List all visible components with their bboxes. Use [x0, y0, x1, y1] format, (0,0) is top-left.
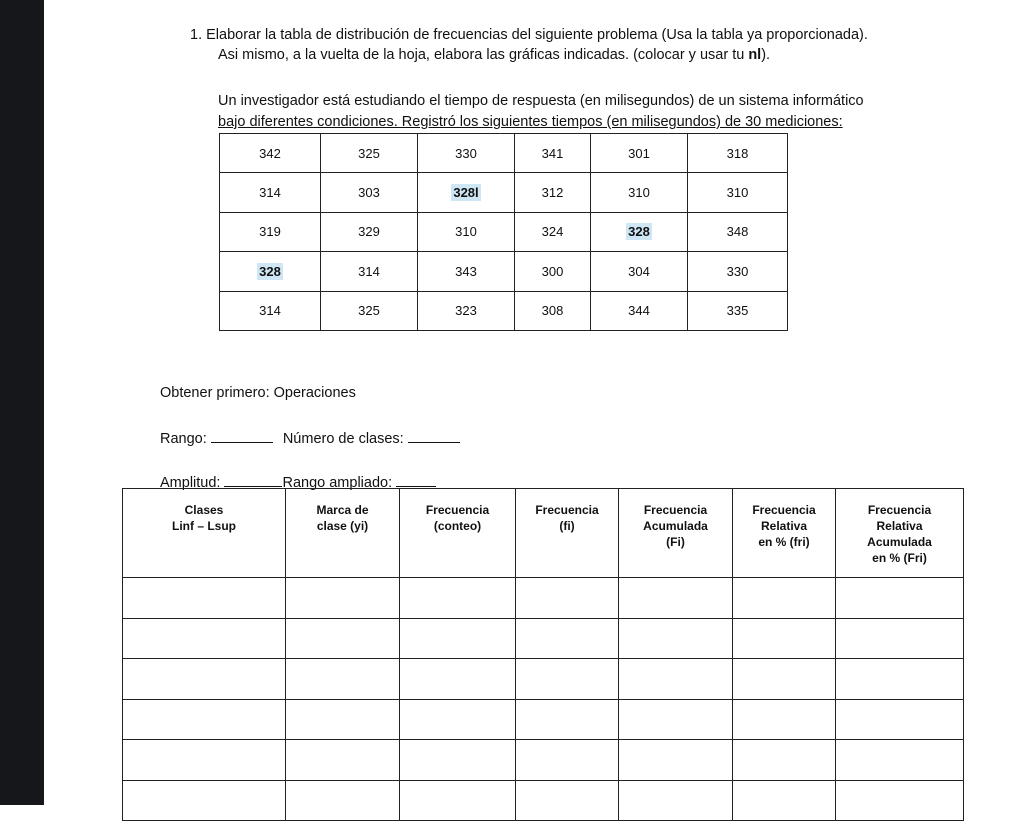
- freq-header-cell: Frecuencia Relativa Acumulada en % (Fri): [836, 489, 964, 578]
- data-cell: 328: [220, 252, 321, 291]
- data-cell: 330: [688, 252, 788, 291]
- freq-cell[interactable]: [836, 740, 964, 781]
- freq-cell[interactable]: [836, 699, 964, 740]
- data-cell: 314: [220, 173, 321, 212]
- freq-row: [123, 740, 964, 781]
- freq-header-cell: Clases Linf – Lsup: [123, 489, 286, 578]
- freq-cell[interactable]: [123, 578, 286, 619]
- freq-cell[interactable]: [619, 699, 733, 740]
- data-cell: 308: [515, 291, 591, 330]
- freq-cell[interactable]: [836, 578, 964, 619]
- data-cell: 301: [591, 134, 688, 173]
- data-cell: 344: [591, 291, 688, 330]
- data-cell: 310: [591, 173, 688, 212]
- freq-cell[interactable]: [619, 780, 733, 821]
- freq-cell[interactable]: [286, 740, 400, 781]
- freq-cell[interactable]: [733, 618, 836, 659]
- freq-cell[interactable]: [733, 578, 836, 619]
- range-blank: [211, 428, 273, 443]
- freq-header-cell: Marca de clase (yi): [286, 489, 400, 578]
- instruction-line-2: Asi mismo, a la vuelta de la hoja, elabora las gráficas indicadas. (colocar y usar tu nl).: [218, 47, 771, 63]
- measurements-table: [219, 133, 788, 331]
- freq-cell[interactable]: [123, 780, 286, 821]
- classes-blank: [408, 428, 460, 443]
- freq-cell[interactable]: [286, 659, 400, 700]
- freq-cell[interactable]: [516, 618, 619, 659]
- problem-line-1: Un investigador está estudiando el tiempo de respuesta (en milisegundos) de un sistema informático: [218, 93, 864, 109]
- data-cell: 330: [418, 134, 515, 173]
- problem-line-2: bajo diferentes condiciones. Registró los siguientes tiempos (en milisegundos) de 30 mediciones:: [218, 114, 843, 130]
- freq-cell[interactable]: [836, 780, 964, 821]
- operations-title: Obtener primero: Operaciones: [160, 385, 356, 401]
- freq-cell[interactable]: [516, 659, 619, 700]
- data-cell: 328: [591, 212, 688, 251]
- table-row: [220, 291, 788, 330]
- table-row: [220, 212, 788, 251]
- data-cell: 341: [515, 134, 591, 173]
- data-cell: 328l: [418, 173, 515, 212]
- freq-cell[interactable]: [286, 618, 400, 659]
- range-line: [160, 428, 460, 448]
- extended-range-label: Rango ampliado:: [282, 475, 393, 491]
- freq-cell[interactable]: [400, 659, 516, 700]
- freq-cell[interactable]: [733, 780, 836, 821]
- data-cell: 319: [220, 212, 321, 251]
- data-cell: 310: [418, 212, 515, 251]
- freq-cell[interactable]: [400, 578, 516, 619]
- freq-cell[interactable]: [516, 578, 619, 619]
- freq-cell[interactable]: [400, 740, 516, 781]
- data-cell: 300: [515, 252, 591, 291]
- extended-range-blank: [396, 472, 436, 487]
- data-cell: 318: [688, 134, 788, 173]
- data-cell: 312: [515, 173, 591, 212]
- data-cell: 325: [321, 291, 418, 330]
- range-label: Rango:: [160, 431, 207, 447]
- instruction-line-1: 1. Elaborar la tabla de distribución de frecuencias del siguiente problema (Usa la tabla ya proporcionada).: [190, 27, 868, 43]
- freq-cell[interactable]: [123, 618, 286, 659]
- freq-cell[interactable]: [286, 699, 400, 740]
- freq-header-cell: Frecuencia Acumulada (Fi): [619, 489, 733, 578]
- freq-cell[interactable]: [123, 699, 286, 740]
- freq-cell[interactable]: [123, 659, 286, 700]
- freq-cell[interactable]: [619, 740, 733, 781]
- freq-header-cell: Frecuencia (fi): [516, 489, 619, 578]
- data-cell: 323: [418, 291, 515, 330]
- table-row: [220, 173, 788, 212]
- freq-cell[interactable]: [400, 780, 516, 821]
- freq-cell[interactable]: [836, 659, 964, 700]
- freq-header-cell: Frecuencia (conteo): [400, 489, 516, 578]
- data-cell: 304: [591, 252, 688, 291]
- data-cell: 314: [220, 291, 321, 330]
- data-cell: 310: [688, 173, 788, 212]
- freq-cell[interactable]: [619, 618, 733, 659]
- freq-cell[interactable]: [400, 618, 516, 659]
- freq-row: [123, 618, 964, 659]
- freq-row: [123, 780, 964, 821]
- freq-header-cell: Frecuencia Relativa en % (fri): [733, 489, 836, 578]
- table-row: [220, 252, 788, 291]
- data-cell: 342: [220, 134, 321, 173]
- data-cell: 314: [321, 252, 418, 291]
- amplitude-blank: [224, 472, 282, 487]
- freq-cell[interactable]: [516, 699, 619, 740]
- data-cell: 348: [688, 212, 788, 251]
- dark-sidebar: [0, 0, 44, 805]
- classes-label: Número de clases:: [282, 431, 404, 447]
- frequency-table: [122, 488, 964, 821]
- freq-row: [123, 578, 964, 619]
- table-row: [220, 134, 788, 173]
- data-cell: 303: [321, 173, 418, 212]
- data-cell: 329: [321, 212, 418, 251]
- data-cell: 343: [418, 252, 515, 291]
- freq-cell[interactable]: [516, 740, 619, 781]
- freq-row: [123, 659, 964, 700]
- freq-cell[interactable]: [516, 780, 619, 821]
- data-cell: 325: [321, 134, 418, 173]
- freq-cell[interactable]: [123, 740, 286, 781]
- data-cell: 335: [688, 291, 788, 330]
- freq-cell[interactable]: [619, 659, 733, 700]
- freq-cell[interactable]: [286, 780, 400, 821]
- freq-cell[interactable]: [836, 618, 964, 659]
- freq-cell[interactable]: [733, 699, 836, 740]
- freq-cell[interactable]: [733, 659, 836, 700]
- data-cell: 324: [515, 212, 591, 251]
- freq-row: [123, 699, 964, 740]
- freq-cell[interactable]: [286, 578, 400, 619]
- freq-cell[interactable]: [619, 578, 733, 619]
- freq-cell[interactable]: [400, 699, 516, 740]
- amplitude-label: Amplitud:: [160, 475, 221, 491]
- freq-cell[interactable]: [733, 740, 836, 781]
